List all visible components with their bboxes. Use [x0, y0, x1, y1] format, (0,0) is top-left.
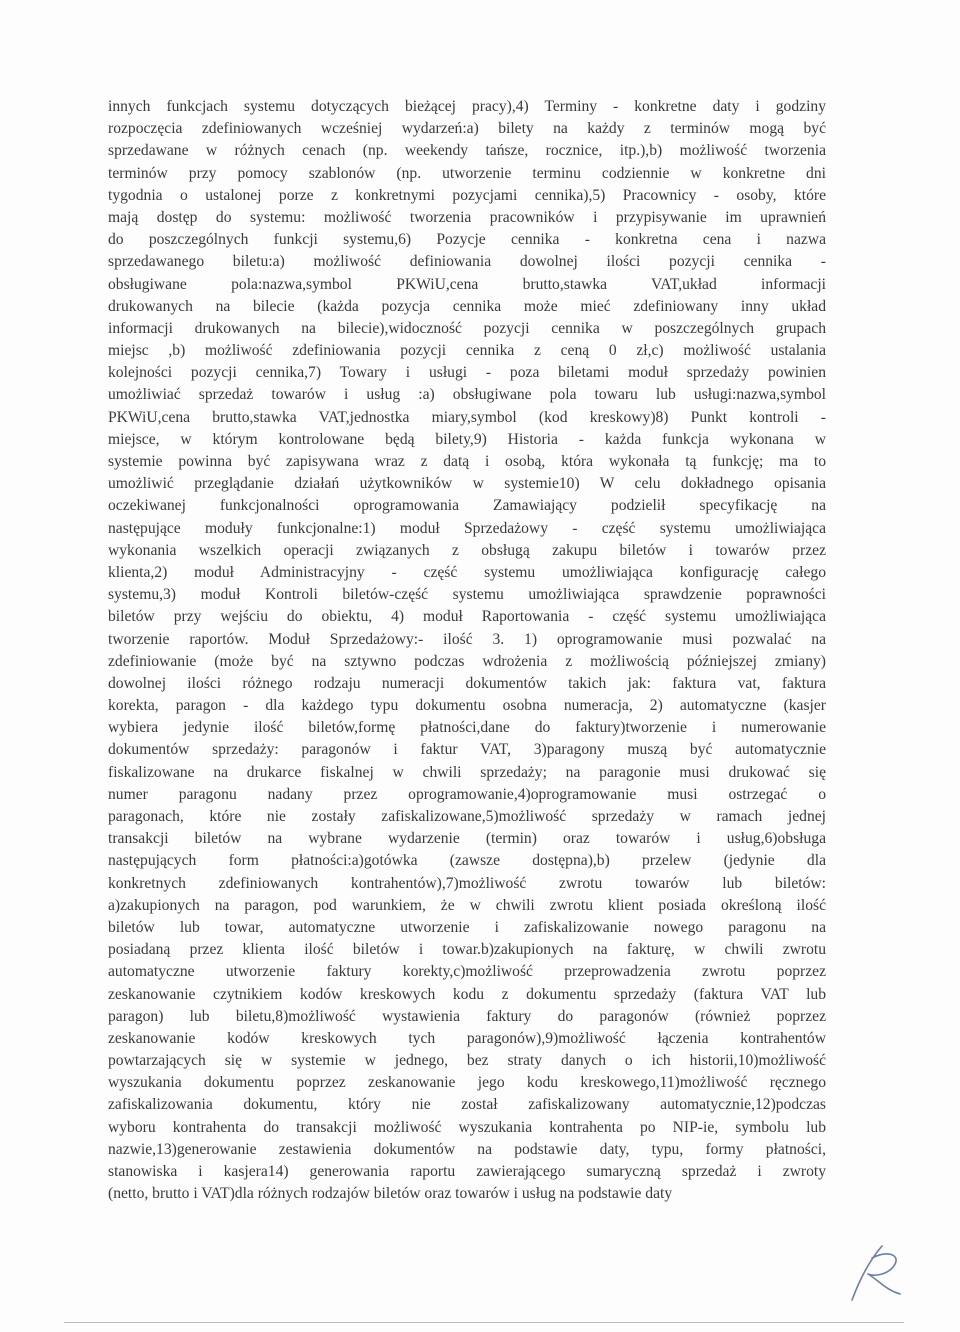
text-line: posiadaną przez klienta ilość biletów i towar.b)zakupionych na fakturę, w chwili zwrotu [108, 941, 826, 959]
text-line: numer paragonu nadany przez oprogramowanie,4)oprogramowanie musi ostrzegać o [108, 785, 826, 803]
text-line: tworzenie raportów. Moduł Sprzedażowy:- ilość 3. 1) oprogramowanie musi pozwalać na [108, 630, 826, 648]
text-line: systemie powinna być zapisywana wraz z datą i osobą, która wykonała tą funkcję; ma to [108, 453, 826, 470]
text-line: kolejności pozycji cennika,7) Towary i usługi - poza biletami moduł sprzedaży powinien [108, 364, 826, 382]
text-line: mają dostęp do systemu: możliwość tworzenia pracowników i przypisywanie im uprawnień [108, 208, 826, 226]
text-line: zeskanowanie czytnikiem kodów kreskowych kodu z dokumentu sprzedaży (faktura VAT lub [108, 985, 826, 1003]
page-bottom-rule [64, 1322, 904, 1323]
text-line: paragon) lub biletu,8)możliwość wystawienia faktury do paragonów (również poprzez [108, 1007, 826, 1025]
text-line: fiskalizowane na drukarce fiskalnej w chwili sprzedaży; na paragonie musi drukować się [108, 763, 826, 781]
text-line: klienta,2) moduł Administracyjny - część systemu umożliwiająca konfigurację całego [108, 563, 826, 581]
text-line: następujące moduły funkcjonalne:1) moduł Sprzedażowy - część systemu umożliwiająca [108, 519, 826, 537]
text-line: biletów lub towar, automatyczne utworzenie i zafiskalizowanie nowego paragonu na [108, 918, 826, 936]
text-line: informacji drukowanych na bilecie),widoczność pozycji cennika w poszczególnych grupach [108, 319, 826, 337]
text-line: drukowanych na bilecie (każda pozycja cennika może mieć zdefiniowany inny układ [108, 297, 826, 315]
text-line: zafiskalizowania dokumentu, który nie został zafiskalizowany automatycznie,12)podczas [108, 1096, 826, 1114]
text-line: biletów przy wejściu do obiektu, 4) moduł Raportowania - część systemu umożliwiająca [108, 608, 826, 626]
body-text [108, 96, 826, 1205]
text-line: umożliwiać sprzedaż towarów i usług :a) obsługiwane pola towaru lub usługi:nazwa,symbol [108, 386, 826, 404]
text-line: a)zakupionych na paragon, pod warunkiem, że w chwili zwrotu klient posiada określoną ilość [108, 896, 826, 914]
handwritten-signature [838, 1240, 908, 1304]
text-line: stanowiska i kasjera14) generowania raportu zawierającego sumaryczną sprzedaż i zwroty [108, 1163, 826, 1180]
text-line: wyboru kontrahenta do transakcji możliwość wyszukania kontrahenta po NIP-ie, symbolu lub [108, 1118, 826, 1136]
text-line: dokumentów sprzedaży: paragonów i faktur VAT, 3)paragony muszą być automatycznie [108, 741, 826, 759]
text-line: wybiera jedynie ilość biletów,formę płatności,dane do faktury)tworzenie i numerowanie [108, 719, 826, 737]
text-line: terminów przy pomocy szablonów (np. utworzenie terminu codziennie w konkretne dni [108, 164, 826, 182]
text-line: miejsce, w którym kontrolowane będą bilety,9) Historia - każda funkcja wykonana w [108, 430, 826, 448]
text-line: wykonania wszelkich operacji związanych z obsługą zakupu biletów i towarów przez [108, 541, 826, 559]
text-line: rozpoczęcia zdefiniowanych wcześniej wydarzeń:a) bilety na każdy z terminów mogą być [108, 120, 826, 138]
text-line: obsługiwane pola:nazwa,symbol PKWiU,cena brutto,stawka VAT,układ informacji [108, 275, 826, 293]
text-line: paragonach, które nie zostały zafiskalizowane,5)możliwość sprzedaży w ramach jednej [108, 808, 826, 825]
text-line: wyszukania dokumentu poprzez zeskanowanie jego kodu kreskowego,11)możliwość ręcznego [108, 1074, 826, 1092]
text-line: automatyczne utworzenie faktury korekty,c)możliwość przeprowadzenia zwrotu poprzez [108, 963, 826, 981]
text-line: oczekiwanej funkcjonalności oprogramowania Zamawiający podzielił specyfikację na [108, 497, 826, 515]
text-line: umożliwić przeglądanie działań użytkowników w systemie10) W celu dokładnego opisania [108, 475, 826, 493]
text-line: tygodnia o ustalonej porze z konkretnymi pozycjami cennika),5) Pracownicy - osoby, które [108, 186, 826, 204]
text-line: dowolnej ilości różnego rodzaju numeracji dokumentów takich jak: faktura vat, faktura [108, 674, 826, 692]
text-line: systemu,3) moduł Kontroli biletów-część systemu umożliwiająca sprawdzenie poprawności [108, 586, 826, 604]
text-line: (netto, brutto i VAT)dla różnych rodzajów biletów oraz towarów i usług na podstawie daty [108, 1185, 673, 1203]
text-line: zdefiniowanie (może być na sztywno podczas wdrożenia z możliwością późniejszej zmiany) [108, 652, 826, 670]
text-line: sprzedawane w różnych cenach (np. weekendy tańsze, rocznice, itp.),b) możliwość tworzenia [108, 142, 826, 160]
text-line: PKWiU,cena brutto,stawka VAT,jednostka miary,symbol (kod kreskowy)8) Punkt kontroli - [108, 408, 826, 426]
text-line: powtarzających się w systemie w jednego, bez straty danych o ich historii,10)możliwość [108, 1052, 826, 1070]
text-line: sprzedawanego biletu:a) możliwość definiowania dowolnej ilości pozycji cennika - [108, 253, 826, 271]
text-line: następujących form płatności:a)gotówka (zawsze dostępna),b) przelew (jedynie dla [108, 852, 826, 870]
text-line: zeskanowanie kodów kreskowych tych paragonów),9)możliwość łączenia kontrahentów [108, 1029, 826, 1047]
text-line: nazwie,13)generowanie zestawienia dokumentów na podstawie daty, typu, formy płatności, [108, 1140, 826, 1158]
text-line: do poszczególnych funkcji systemu,6) Pozycje cennika - konkretna cena i nazwa [108, 231, 826, 249]
text-line: miejsc ,b) możliwość zdefiniowania pozycji cennika z ceną 0 zł,c) możliwość ustalania [108, 342, 826, 360]
text-line: korekta, paragon - dla każdego typu dokumentu osobna numeracja, 2) automatyczne (kasjer [108, 697, 826, 715]
text-line: konkretnych zdefiniowanych kontrahentów),7)możliwość zwrotu towarów lub biletów: [108, 874, 826, 892]
text-line: innych funkcjach systemu dotyczących bieżącej pracy),4) Terminy - konkretne daty i godziny [108, 98, 826, 115]
text-line: transakcji biletów na wybrane wydarzenie (termin) oraz towarów i usług,6)obsługa [108, 830, 826, 848]
